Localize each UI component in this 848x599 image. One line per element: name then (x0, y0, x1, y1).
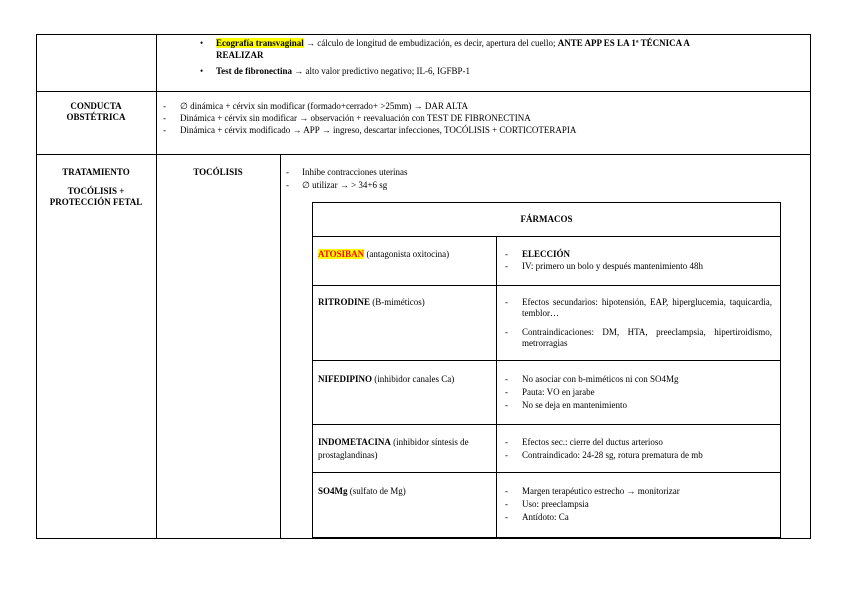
fibronectina-label: Test de fibronectina (216, 66, 293, 76)
row-separator-2 (36, 154, 811, 155)
farmacos-header-separator (312, 236, 781, 237)
drug-so4mg (318, 486, 406, 497)
drug-detail: Contraindicaciones: DM, HTA, preeclampsia, hipertiroidismo, metrorragias (522, 327, 772, 348)
list-dash: - (505, 512, 508, 522)
table-bottom-border (36, 538, 811, 539)
list-dash: - (163, 101, 166, 111)
conducta-title-line2: OBSTÉTRICA (66, 112, 126, 122)
conducta-item: Dinámica + cérvix modificado → APP → ingreso, descartar infecciones, TOCÓLISIS + CORTICOTERAPIA (180, 125, 577, 135)
farmacos-row-separator (312, 360, 781, 361)
list-dash: - (505, 297, 508, 307)
drug-desc-cont: prostaglandinas) (318, 450, 378, 460)
drug-detail: No asociar con b-miméticos ni con SO4Mg (522, 374, 679, 384)
tocolisis-subtitle: TOCÓLISIS (193, 167, 243, 177)
drug-name-ritrodine: RITRODINE (318, 297, 371, 307)
bullet-ecografia (216, 38, 690, 49)
list-dash: - (505, 450, 508, 460)
farmacos-left-border (312, 202, 313, 538)
drug-detail: IV: primero un bolo y después mantenimiento 48h (522, 261, 704, 271)
conducta-title (36, 101, 156, 123)
farmacos-row-separator (312, 285, 781, 286)
drug-name-indometacina: INDOMETACINA (318, 437, 391, 447)
drug-nifedipino (318, 374, 454, 385)
tratamiento-title-line1: TRATAMIENTO (62, 167, 130, 177)
table-right-border (810, 34, 811, 539)
farmacos-row-separator (312, 424, 781, 425)
drug-atosiban (318, 249, 449, 260)
drug-desc: (inhibidor síntesis de (390, 437, 469, 447)
farmacos-row-separator (312, 472, 781, 473)
ecografia-emphasis: ANTE APP ES LA 1ª TÉCNICA A (557, 38, 690, 48)
drug-detail: Uso: preeclampsia (522, 499, 589, 509)
drug-detail: Antídoto: Ca (522, 512, 569, 522)
drug-indometacina (318, 437, 469, 448)
ecografia-emphasis-cont: REALIZAR (216, 50, 264, 60)
conducta-title-line1: CONDUCTA (70, 101, 122, 111)
drug-name-nifedipino: NIFEDIPINO (318, 374, 373, 384)
drug-desc: (B-miméticos) (370, 297, 425, 307)
fibronectina-text: → alto valor predictivo negativo; IL-6, IGFBP-1 (292, 66, 470, 76)
list-dash: - (505, 261, 508, 271)
drug-detail: Margen terapéutico estrecho → monitorizar (522, 486, 680, 496)
conducta-item: Dinámica + cérvix sin modificar → observación + reevaluación con TEST DE FIBRONECTINA (180, 113, 531, 123)
drug-detail: Pauta: VO en jarabe (522, 387, 595, 397)
ecografia-label: Ecografía transvaginal (216, 38, 304, 48)
tocolisis-intro-item: ∅ utilizar → > 34+6 sg (302, 180, 388, 190)
column-divider (156, 34, 157, 539)
list-dash: - (505, 437, 508, 447)
farmacos-header: FÁRMACOS (520, 214, 573, 224)
list-dash: - (505, 249, 508, 259)
list-dash: - (505, 327, 508, 337)
drug-ritrodine (318, 297, 425, 308)
drug-detail: Efectos secundarios: hipotensión, EAP, hiperglucemia, taquicardia, temblor… (522, 297, 772, 318)
drug-detail: Efectos sec.: cierre del ductus arterioso (522, 437, 663, 447)
list-dash: - (286, 180, 289, 190)
list-dash: - (505, 486, 508, 496)
farmacos-top-border (312, 202, 781, 203)
list-dash: - (286, 167, 289, 177)
subcolumn-divider (280, 154, 281, 539)
drug-detail: No se deja en mantenimiento (522, 400, 627, 410)
table-top-border (36, 34, 811, 35)
list-dash: - (163, 113, 166, 123)
drug-detail: Contraindicado: 24-28 sg, rotura prematura de mb (522, 450, 703, 460)
drug-name-atosiban: ATOSIBAN (318, 249, 365, 259)
drug-desc: (antagonista oxitocina) (364, 249, 450, 259)
list-dash: - (505, 400, 508, 410)
bullet-dot: • (200, 38, 204, 48)
row-separator-1 (36, 91, 811, 92)
drug-name-so4mg: SO4Mg (318, 486, 348, 496)
list-dash: - (505, 374, 508, 384)
drug-desc: (sulfato de Mg) (347, 486, 406, 496)
bullet-fibronectina (216, 66, 470, 77)
ecografia-text: → cálculo de longitud de embudización, es decir, apertura del cuello; (303, 38, 558, 48)
farmacos-bottom-border (312, 537, 781, 538)
tocolisis-intro-item: Inhibe contracciones uterinas (302, 167, 408, 177)
list-dash: - (163, 125, 166, 135)
list-dash: - (505, 387, 508, 397)
farmacos-column-divider (496, 236, 497, 538)
drug-desc: (inhibidor canales Ca) (372, 374, 455, 384)
bullet-dot: • (200, 66, 204, 76)
tratamiento-title-line2: TOCÓLISIS + (67, 186, 125, 196)
drug-detail: ELECCIÓN (522, 249, 571, 259)
conducta-item: ∅ dinámica + cérvix sin modificar (formado+cerrado+ >25mm) → DAR ALTA (180, 101, 469, 111)
farmacos-right-border (780, 202, 781, 538)
tratamiento-title (36, 167, 156, 208)
list-dash: - (505, 499, 508, 509)
tratamiento-title-line3: PROTECCIÓN FETAL (49, 197, 143, 207)
